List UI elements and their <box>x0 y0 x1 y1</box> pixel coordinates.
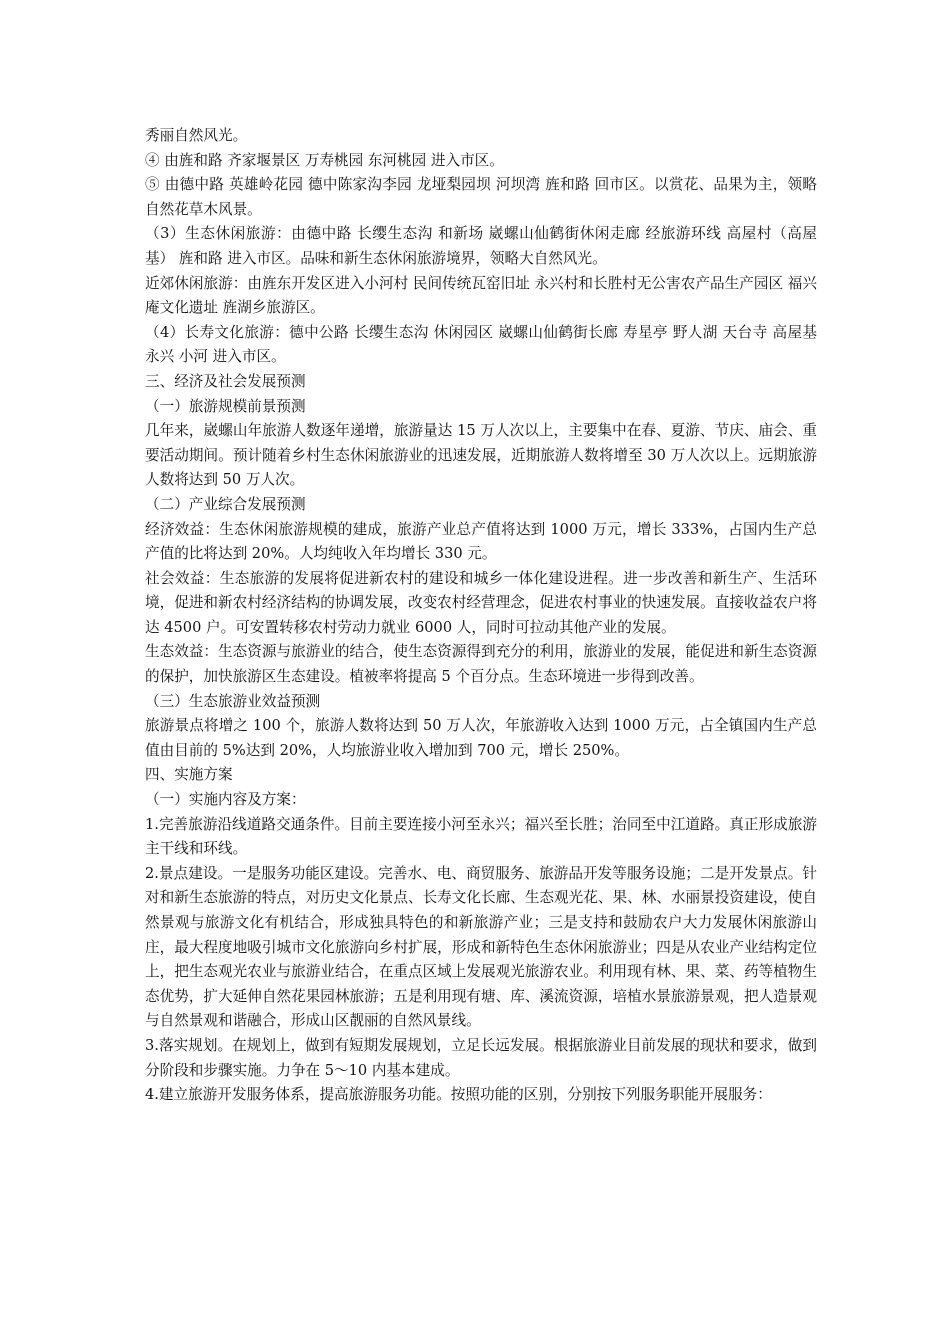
subheading-eco-tourism-benefit: （三）生态旅游业效益预测 <box>145 692 321 710</box>
subheading-tourism-scale: （一）旅游规模前景预测 <box>145 397 306 415</box>
paragraph-suburban-tour: 近郊休闲旅游：由旌东开发区进入小河村 民间传统瓦窑旧址 永兴村和长胜村无公害农产品生产园区 福兴庵文化遗址 旌湖乡旅游区。 <box>145 274 817 317</box>
list-item-3-planning: 3.落实规划。在规划上，做到有短期发展规划，立足长远发展。根据旅游业目前发展的现状和要求，做到分阶段和步骤实施。力争在 5～10 内基本建成。 <box>145 1036 817 1079</box>
section-heading-implementation: 四、实施方案 <box>145 766 233 784</box>
paragraph-eco-tourism-benefit: 旅游景点将增之 100 个，旅游人数将达到 50 万人次，年旅游收入达到 1000 万元，占全镇国内生产总值由目前的 5%达到 20%，人均旅游业收入增加到 700 元，增长 250%。 <box>145 717 817 759</box>
paragraph-route-5: ⑤ 由德中路 英雄岭花园 德中陈家沟李园 龙垭梨园坝 河坝湾 旌和路 回市区。以赏花、品果为主，领略自然花草木风景。 <box>145 176 817 218</box>
list-item-4-service-system: 4.建立旅游开发服务体系，提高旅游服务功能。按照功能的区别，分别按下列服务职能开展服务： <box>145 1086 772 1104</box>
paragraph-tourism-scale: 几年来，崴螺山年旅游人数逐年递增，旅游量达 15 万人次以上，主要集中在春、夏游、节庆、庙会、重要活动期间。预计随着乡村生态休闲旅游业的迅速发展，近期旅游人数将增至 30 万人次以上。远期旅游人数将达到 50 万人次。 <box>145 422 817 489</box>
paragraph-eco-leisure-tour: （3）生态休闲旅游：由德中路 长缨生态沟 和新场 崴螺山仙鹤街休闲走廊 经旅游环线 高屋村（高屋基） 旌和路 进入市区。品味和新生态休闲旅游境界，领略大自然风光。 <box>145 225 817 267</box>
paragraph-economic-benefit: 经济效益：生态休闲旅游规模的建成，旅游产业总产值将达到 1000 万元，增长 333%，占国内生产总产值的比将达到 20%。人均纯收入年均增长 330 元。 <box>145 520 817 563</box>
subheading-implementation-content: （一）实施内容及方案： <box>145 791 306 809</box>
paragraph-route-4: ④ 由旌和路 齐家堰景区 万寿桃园 东河桃园 进入市区。 <box>145 151 504 169</box>
paragraph-longevity-tour: （4）长寿文化旅游：德中公路 长缨生态沟 休闲园区 崴螺山仙鹤街长廊 寿星亭 野人湖 天台寺 高屋基 永兴 小河 进入市区。 <box>145 323 817 366</box>
list-item-2-scenic-spots: 2.景点建设。一是服务功能区建设。完善水、电、商贸服务、旅游品开发等服务设施；二是开发景点。针对和新生态旅游的特点，对历史文化景点、长寿文化长廊、生态观光花、果、林、水丽景投资建设，使自然景观与旅游文化有机结合，形成独具特色的和新旅游产业；三是支持和鼓励农户大力发展休闲旅游山庄，最大程度地吸引城市文化旅游向乡村扩展，形成和新特色生态休闲旅游业；四是从农业产业结构定位上，把生态观光农业与旅游业结合，在重点区域上发展观光旅游农业。利用现有林、果、菜、药等植物生态优势，扩大延伸自然花果园林旅游；五是利用现有塘、库、溪流资源，培植水景旅游景观，把人造景观与自然景观和谐融合，形成山区靓丽的自然风景线。 <box>145 864 817 1030</box>
paragraph-ecological-benefit: 生态效益：生态资源与旅游业的结合，使生态资源得到充分的利用，旅游业的发展，能促进和新生态资源的保护，加快旅游区生态建设。植被率将提高 5 个百分点。生态环境进一步得到改善。 <box>145 643 817 686</box>
list-item-1-roads: 1.完善旅游沿线道路交通条件。目前主要连接小河至永兴；福兴至长胜；治同至中江道路。真正形成旅游主干线和环线。 <box>145 815 817 858</box>
section-heading-forecast: 三、经济及社会发展预测 <box>145 372 306 390</box>
paragraph-scenery-end: 秀丽自然风光。 <box>145 127 248 144</box>
document-page <box>145 124 817 1108</box>
subheading-industry-forecast: （二）产业综合发展预测 <box>145 495 306 513</box>
paragraph-social-benefit: 社会效益：生态旅游的发展将促进新农村的建设和城乡一体化建设进程。进一步改善和新生产、生活环境，促进和新农村经济结构的协调发展，改变农村经营理念，促进农村事业的快速发展。直接收益农户将达 4500 户。可安置转移农村劳动力就业 6000 人，同时可拉动其他产业的发展。 <box>145 569 817 636</box>
